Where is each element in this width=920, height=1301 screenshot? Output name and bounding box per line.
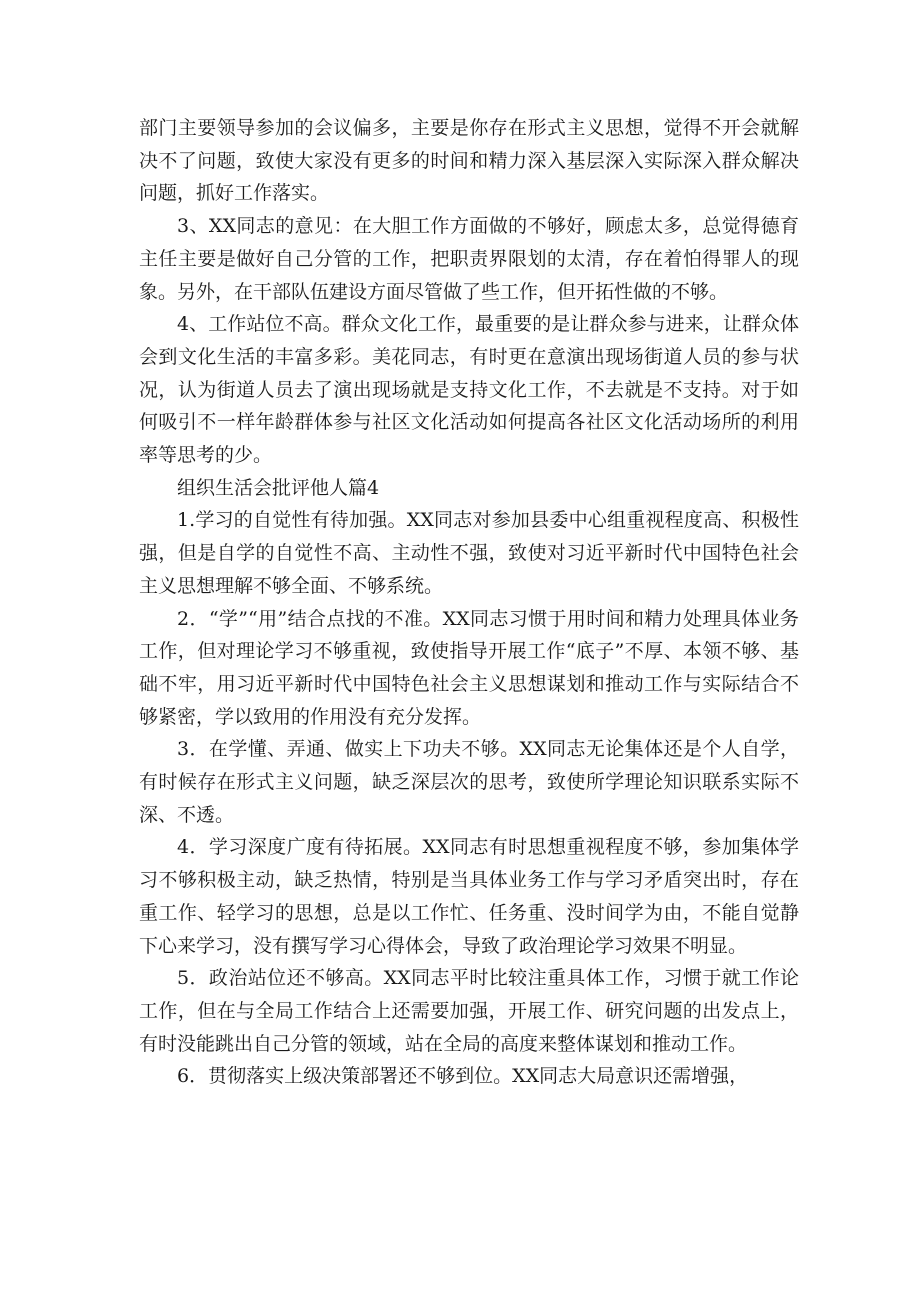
- paragraph-item-4: 4、工作站位不高。群众文化工作，最重要的是让群众参与进来，让群众体会到文化生活的丰富多彩。美花同志，有时更在意演出现场街道人员的参与状况，认为街道人员去了演出现场就是支持文化工作，不去就是不支持。对于如何吸引不一样年龄群体参与社区文化活动如何提高各社区文化活动场所的利用率等思考的少。: [139, 313, 799, 467]
- document-body: [139, 112, 799, 1093]
- paragraph-point-1: 1.学习的自觉性有待加强。XX同志对参加县委中心组重视程度高、积极性强，但是自学的自觉性不高、主动性不强，致使对习近平新时代中国特色社会主义思想理解不够全面、不够系统。: [139, 509, 799, 597]
- paragraph-point-4: 4．学习深度广度有待拓展。XX同志有时思想重视程度不够，参加集体学习不够积极主动，缺乏热情，特别是当具体业务工作与学习矛盾突出时，存在重工作、轻学习的思想，总是以工作忙、任务重、没时间学为由，不能自觉静下心来学习，没有撰写学习心得体会，导致了政治理论学习效果不明显。: [139, 836, 799, 957]
- paragraph-point-5: 5．政治站位还不够高。XX同志平时比较注重具体工作，习惯于就工作论工作，但在与全局工作结合上还需要加强，开展工作、研究问题的出发点上，有时没能跳出自己分管的领域，站在全局的高度来整体谋划和推动工作。: [139, 967, 799, 1055]
- paragraph-point-3: 3．在学懂、弄通、做实上下功夫不够。XX同志无论集体还是个人自学，有时候存在形式主义问题，缺乏深层次的思考，致使所学理论知识联系实际不深、不透。: [139, 738, 799, 826]
- paragraph-continuation: 部门主要领导参加的会议偏多，主要是你存在形式主义思想，觉得不开会就解决不了问题，致使大家没有更多的时间和精力深入基层深入实际深入群众解决问题，抓好工作落实。: [139, 117, 799, 205]
- section-heading: 组织生活会批评他人篇4: [177, 476, 380, 499]
- paragraph-point-6: 6．贯彻落实上级决策部署还不够到位。XX同志大局意识还需增强，: [177, 1065, 749, 1088]
- paragraph-opinion-3: 3、XX同志的意见：在大胆工作方面做的不够好，顾虑太多，总觉得德育主任主要是做好自己分管的工作，把职责界限划的太清，存在着怕得罪人的现象。另外，在干部队伍建设方面尽管做了些工作，但开拓性做的不够。: [139, 215, 799, 303]
- paragraph-point-2: 2．“学”“用”结合点找的不准。XX同志习惯于用时间和精力处理具体业务工作，但对理论学习不够重视，致使指导开展工作“底子”不厚、本领不够、基础不牢，用习近平新时代中国特色社会主义思想谋划和推动工作与实际结合不够紧密，学以致用的作用没有充分发挥。: [139, 607, 799, 728]
